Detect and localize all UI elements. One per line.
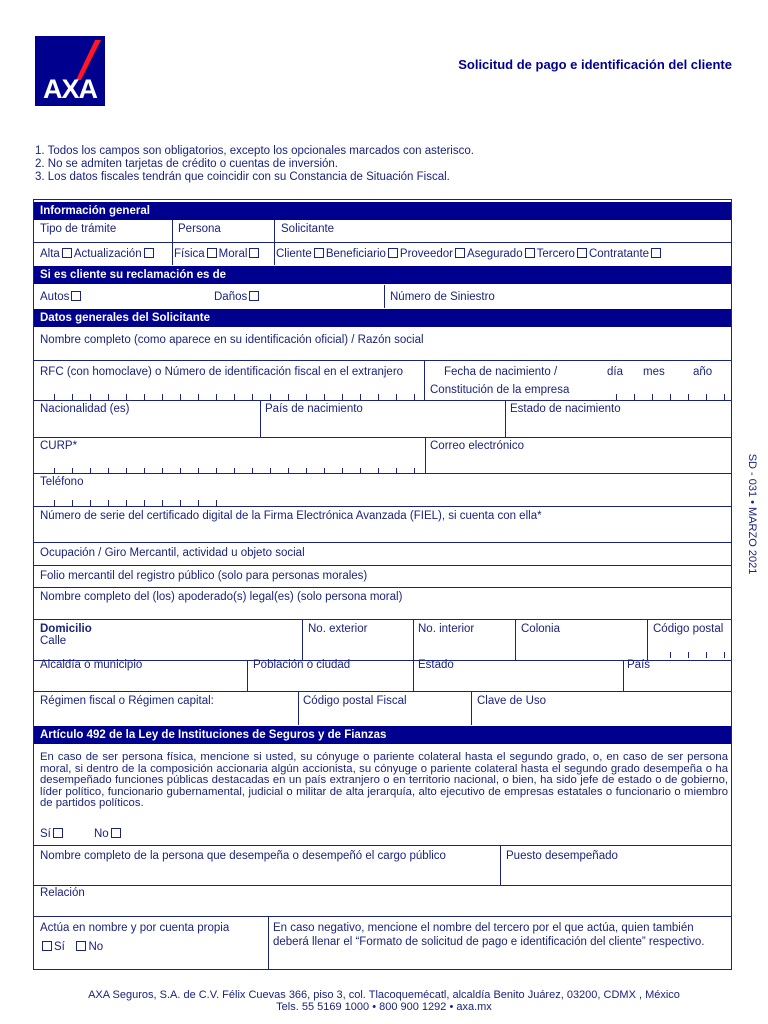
option-alta-label: Alta <box>40 248 60 260</box>
option-cliente-label: Cliente <box>276 248 312 260</box>
checkbox-contratante[interactable] <box>651 248 661 258</box>
checkbox-actua-si[interactable] <box>42 941 52 951</box>
side-code <box>745 450 759 580</box>
label-clave-uso: Clave de Uso <box>477 695 547 707</box>
instruction-2: 2. No se admiten tarjetas de crédito o cuentas de inversión. <box>35 158 339 170</box>
instruction-1: 1. Todos los campos son obligatorios, excepto los opcionales marcados con asterisco. <box>35 145 474 157</box>
checkbox-beneficiario[interactable] <box>388 248 398 258</box>
label-fiel: Número de serie del certificado digital de la Firma Electrónica Avanzada (FIEL), si cuenta con ella* <box>40 510 542 522</box>
side-code-text: SD - 031 • MARZO 2021 <box>746 453 758 575</box>
label-puesto: Puesto desempeñado <box>506 850 618 862</box>
checkbox-proveedor[interactable] <box>455 248 465 258</box>
option-actualizacion-label: Actualización <box>73 248 142 260</box>
danos-option <box>214 291 261 304</box>
label-caso-negativo-1: En caso negativo, mencione el nombre del tercero por el que actúa, quien también <box>273 922 694 934</box>
label-no-interior: No. interior <box>418 623 475 635</box>
option-beneficiario-label: Beneficiario <box>325 248 386 260</box>
checkbox-fisica[interactable] <box>207 248 217 258</box>
section-reclamacion-header: Si es cliente su reclamación es de <box>34 266 731 284</box>
label-estado: Estado <box>418 659 454 671</box>
label-nombre-completo: Nombre completo (como aparece en su identificación oficial) / Razón social <box>40 334 424 346</box>
label-cp-fiscal: Código postal Fiscal <box>303 695 407 707</box>
actua-options <box>40 941 103 954</box>
label-no-exterior: No. exterior <box>308 623 368 635</box>
instruction-3: 3. Los datos fiscales tendrán que coincidir con su Constancia de Situación Fiscal. <box>35 171 450 183</box>
label-regimen: Régimen fiscal o Régimen capital: <box>40 695 214 707</box>
footer <box>0 989 768 1013</box>
option-contratante-label: Contratante <box>588 248 650 260</box>
label-ano: año <box>693 366 713 378</box>
label-constitucion: Constitución de la empresa <box>430 384 570 396</box>
label-poblacion: Población o ciudad <box>253 659 351 671</box>
option-proveedor-label: Proveedor <box>399 248 453 260</box>
checkbox-autos[interactable] <box>71 291 81 301</box>
form <box>33 199 732 970</box>
checkbox-tercero[interactable] <box>577 248 587 258</box>
articulo-paragraph: En caso de ser persona física, mencione si usted, su cónyuge o pariente colateral hasta el segundo grado, o, en caso de ser persona moral, si dentro de la composición accionaria algún accionista, su cónyuge o pariente colateral hasta el segundo grado desempeña o ha desempeñado funciones públicas destacadas en un país extranjero o en territorio nacional, o bien, ha sido jefe de estado o de gobierno, líder político, funcionario gubernamental, judicial o militar de alta jerarquía, alto ejecutivo de empresas estatales o funcionario o miembro de partidos políticos. <box>40 751 728 810</box>
checkbox-danos[interactable] <box>249 291 259 301</box>
label-curp: CURP* <box>40 440 78 452</box>
section-general-header: Información general <box>34 202 731 220</box>
checkbox-articulo-no[interactable] <box>111 828 121 838</box>
label-pais-nacimiento: País de nacimiento <box>265 403 363 415</box>
checkbox-alta[interactable] <box>62 248 72 258</box>
label-dia: día <box>607 366 623 378</box>
label-fecha-nacimiento: Fecha de nacimiento / <box>444 366 558 378</box>
articulo-si-label: Sí <box>40 828 51 840</box>
label-domicilio: Domicilio <box>40 623 92 635</box>
document-title: Solicitud de pago e identificación del cliente <box>458 57 732 72</box>
section-solicitante-header: Datos generales del Solicitante <box>34 309 731 327</box>
checkbox-moral[interactable] <box>249 248 259 258</box>
logo-text: AXA <box>42 74 97 104</box>
label-relacion: Relación <box>40 887 85 899</box>
option-tercero-label: Tercero <box>536 248 575 260</box>
checkbox-articulo-si[interactable] <box>53 828 63 838</box>
checkbox-asegurado[interactable] <box>525 248 535 258</box>
label-ocupacion: Ocupación / Giro Mercantil, actividad u objeto social <box>40 547 305 559</box>
label-codigo-postal: Código postal <box>653 623 724 635</box>
label-mes: mes <box>643 366 665 378</box>
checkbox-actualizacion[interactable] <box>144 248 154 258</box>
checkbox-cliente[interactable] <box>314 248 324 258</box>
label-rfc: RFC (con homoclave) o Número de identificación fiscal en el extranjero <box>40 366 404 378</box>
instructions <box>35 145 474 184</box>
label-alcaldia: Alcaldía o municipio <box>40 659 143 671</box>
label-numero-siniestro: Número de Siniestro <box>390 291 495 303</box>
articulo-si-option <box>40 828 65 841</box>
articulo-no-option <box>94 828 123 841</box>
actua-si-label: Sí <box>54 941 65 953</box>
label-tipo-tramite: Tipo de trámite <box>40 223 117 235</box>
label-pais: País <box>627 659 651 671</box>
label-apoderados: Nombre completo del (los) apoderado(s) legal(es) (solo persona moral) <box>40 591 403 603</box>
label-folio: Folio mercantil del registro público (solo para personas morales) <box>40 570 368 582</box>
label-actua: Actúa en nombre y por cuenta propia <box>40 922 230 934</box>
section-articulo-header: Artículo 492 de la Ley de Instituciones de Seguros y de Fianzas <box>34 726 731 744</box>
solicitante-options <box>276 248 663 261</box>
label-caso-negativo-2: deberá llenar el “Formato de solicitud de pago e identificación del cliente” respectivo. <box>273 936 705 948</box>
option-moral-label: Moral <box>218 248 248 260</box>
footer-address: AXA Seguros, S.A. de C.V. Félix Cuevas 366, piso 3, col. Tlacoquemécatl, alcaldía Benito Juárez, 03200, CDMX , México <box>88 989 680 1001</box>
danos-label: Daños <box>214 291 248 303</box>
articulo-no-label: No <box>94 828 109 840</box>
label-nacionalidad: Nacionalidad (es) <box>40 403 130 415</box>
label-nombre-cargo: Nombre completo de la persona que desempeña o desempeñó el cargo público <box>40 850 446 862</box>
label-estado-nacimiento: Estado de nacimiento <box>510 403 621 415</box>
label-solicitante: Solicitante <box>281 223 335 235</box>
codigo-postal-ticks <box>670 652 726 658</box>
autos-label: Autos <box>40 291 70 303</box>
footer-phones: Tels. 55 5169 1000 • 800 900 1292 • axa.mx <box>276 1001 492 1013</box>
label-calle: Calle <box>40 635 67 647</box>
label-persona: Persona <box>178 223 221 235</box>
option-asegurado-label: Asegurado <box>466 248 523 260</box>
label-colonia: Colonia <box>521 623 560 635</box>
persona-options <box>174 248 261 261</box>
axa-logo <box>35 36 105 106</box>
option-fisica-label: Física <box>174 248 205 260</box>
actua-no-label: No <box>88 941 104 953</box>
checkbox-actua-no[interactable] <box>76 941 86 951</box>
label-correo: Correo electrónico <box>430 440 524 452</box>
label-telefono: Teléfono <box>40 476 84 488</box>
autos-option <box>40 291 83 304</box>
tipo-tramite-options <box>40 248 156 261</box>
